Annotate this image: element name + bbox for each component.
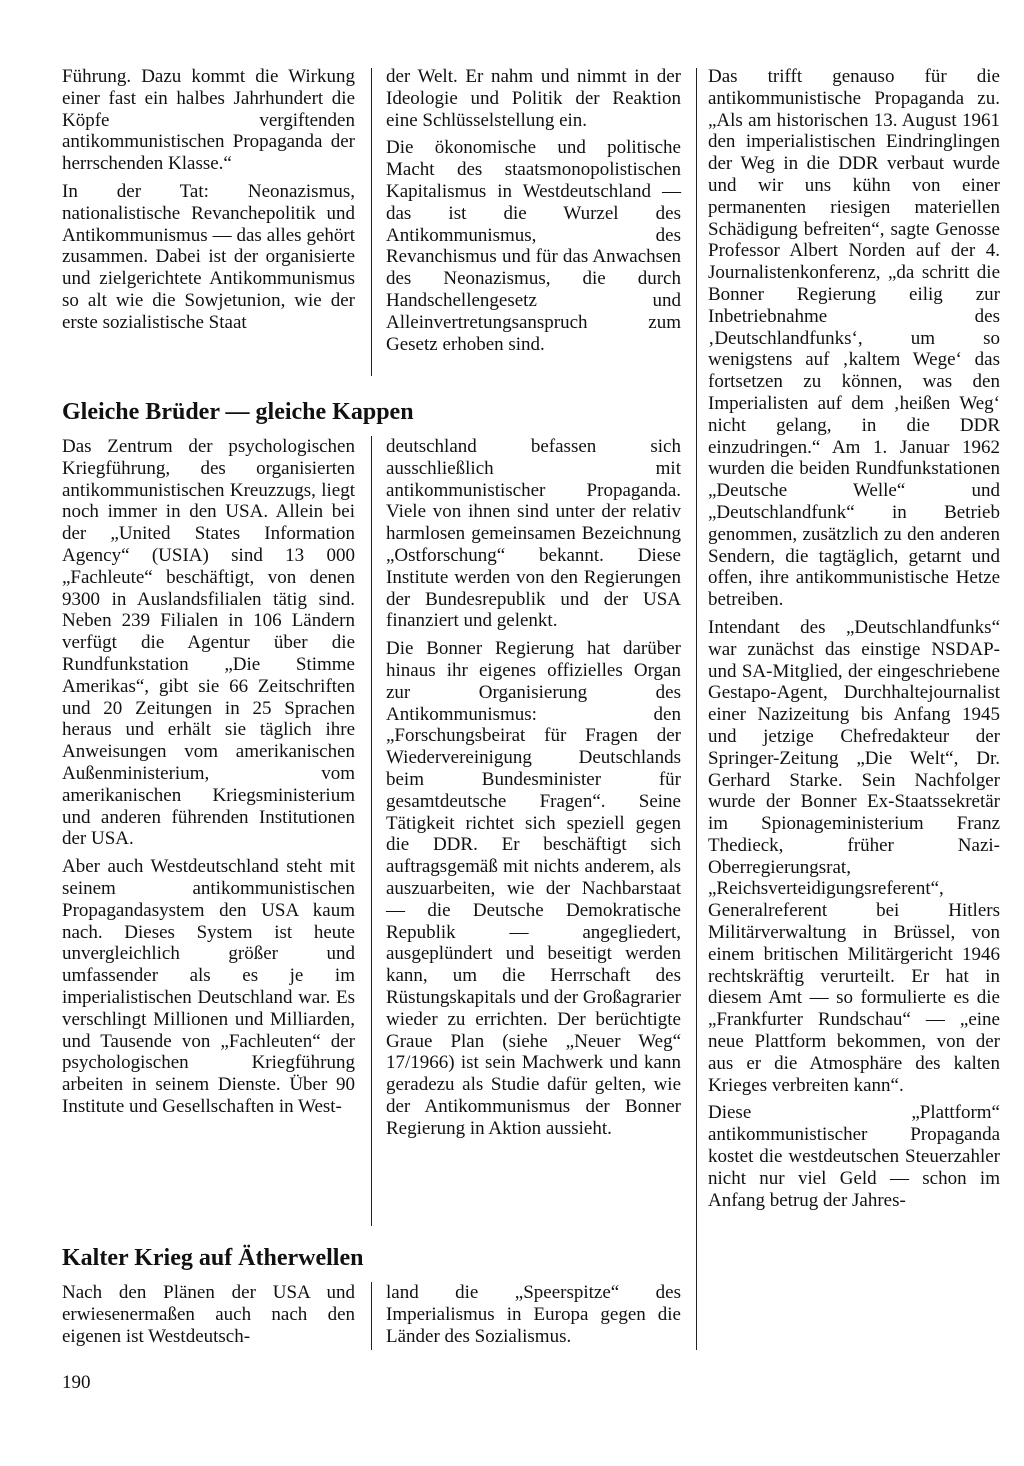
paragraph: Aber auch Westdeutschland steht mit seinem antikommunistischen Propagandasystem den USA kaum nach. Dieses System ist heute unvergleichlich größer und umfassender als es je im imperialistischen Deutschland war. Es verschlingt Millionen und Milliarden, und Tausende von „Fachleuten“ der psychologischen Kriegführung arbeiten in seinem Dienste. Über 90 Institute und Gesellschaften in West- xyxy=(62,856,355,1117)
paragraph: In der Tat: Neonazismus, nationalistische Revanchepolitik und Antikommunismus — das alles gehört zusammen. Dabei ist der organisierte und zielgerichtete Antikommunismus so alt wie die Sowjetunion, wie der erste sozialistische Staat xyxy=(62,180,355,333)
section1-col2 xyxy=(386,66,681,361)
section-heading-1: Gleiche Brüder — gleiche Kappen xyxy=(62,399,414,425)
paragraph: Diese „Plattform“ antikommunistischer Propaganda kostet die westdeutschen Steuerzahler nicht nur viel Geld — schon im Anfang betrug der Jahres- xyxy=(708,1102,1000,1211)
paragraph: Intendant des „Deutschlandfunks“ war zunächst das einstige NSDAP- und SA-Mitglied, der eingeschriebene Gestapo-Agent, Durchhaltejournalist einer Nazizeitung bis Anfang 1945 und jetzige Chefredakteur der Springer-Zeitung „Die Welt“, Dr. Gerhard Starke. Sein Nachfolger wurde der Bonner Ex-Staatssekretär im Spionageministerium Franz Thedieck, früher Nazi-Oberregierungsrat, „Reichsverteidigungsreferent“, Generalreferent bei Hitlers Militärverwaltung in Brüssel, von einem britischen Militärgericht 1946 rechtskräftig verurteilt. Er hat in diesem Amt — so formulierte es die „Frankfurter Rundschau“ — „eine neue Plattform bekommen, von der aus er die Atmosphäre des kalten Krieges verbreiten kann“. xyxy=(708,616,1000,1096)
paragraph: Das Zentrum der psychologischen Kriegführung, des organisierten antikommunistischen Kreuzzugs, liegt noch immer in den USA. Allein bei der „United States Information Agency“ (USIA) sind 13 000 „Fachleute“ beschäftigt, von denen 9300 in Auslandsfilialen tätig sind. Neben 239 Filialen in 106 Ländern verfügt die Agentur über die Rundfunkstation „Die Stimme Amerikas“, gibt sie 66 Zeitschriften und 20 Zeitungen in 25 Sprachen heraus und erhält sie täglich ihre Anweisungen vom amerikanischen Außenministerium, vom amerikanischen Kriegsministerium und anderen führenden Institutionen der USA. xyxy=(62,436,355,850)
section2-col1 xyxy=(62,436,355,1124)
column-rule xyxy=(371,68,372,376)
paragraph: der Welt. Er nahm und nimmt in der Ideologie und Politik der Reaktion eine Schlüsselstellung ein. xyxy=(386,66,681,131)
column-rule xyxy=(696,68,697,1350)
section3-col1 xyxy=(62,1282,355,1353)
paragraph: Die ökonomische und politische Macht des staatsmonopolistischen Kapitalismus in Westdeutschland — das ist die Wurzel des Antikommunismus, des Revanchismus und für das Anwachsen des Neonazismus, die durch Handschellengesetz und Alleinvertretungsanspruch zum Gesetz erhoben sind. xyxy=(386,137,681,355)
paragraph: Das trifft genauso für die antikommunistische Propaganda zu. „Als am historischen 13. August 1961 den imperialistischen Eindringlingen der Weg in die DDR verbaut wurde und wir uns kühn von einer permanenten riesigen materiellen Schädigung befreiten“, sagte Genosse Professor Albert Norden auf der 4. Journalistenkonferenz, „da schritt die Bonner Regierung eilig zur Inbetriebnahme des ‚Deutschlandfunks‘, um so wenigstens auf ‚kaltem Wege‘ das fortsetzen zu können, was den Imperialisten auf dem ‚heißen Weg‘ nicht gelang, in die DDR einzudringen.“ Am 1. Januar 1962 wurden die beiden Rundfunkstationen „Deutsche Welle“ und „Deutschlandfunk“ in Betrieb genommen, zusätzlich zu den anderen Sendern, die tagtäglich, getarnt und offen, ihre antikommunistische Hetze betreiben. xyxy=(708,66,1000,611)
paragraph: land die „Speerspitze“ des Imperialismus in Europa gegen die Länder des Sozialismus. xyxy=(386,1282,681,1347)
paragraph: Nach den Plänen der USA und erwiesenermaßen auch nach den eigenen ist Westdeutsch- xyxy=(62,1282,355,1347)
page-number: 190 xyxy=(62,1372,91,1393)
section3-col2 xyxy=(386,1282,681,1353)
section2-col2 xyxy=(386,436,681,1146)
column-rule xyxy=(371,436,372,1226)
col3 xyxy=(708,66,1000,1217)
section1-col1 xyxy=(62,66,355,340)
paragraph: Führung. Dazu kommt die Wirkung einer fast ein halbes Jahrhundert die Köpfe vergiftenden antikommunistischen Propaganda der herrschenden Klasse.“ xyxy=(62,66,355,175)
paragraph: deutschland befassen sich ausschließlich mit antikommunistischer Propaganda. Viele von ihnen sind unter der relativ harmlosen gemeinsamen Bezeichnung „Ostforschung“ bekannt. Diese Institute werden von den Regierungen der Bundesrepublik und der USA finanziert und gelenkt. xyxy=(386,436,681,632)
column-rule xyxy=(371,1282,372,1350)
section-heading-2: Kalter Krieg auf Ätherwellen xyxy=(62,1245,364,1271)
paragraph: Die Bonner Regierung hat darüber hinaus ihr eigenes offizielles Organ zur Organisierung des Antikommunismus: den „Forschungsbeirat für Fragen der Wiedervereinigung Deutschlands beim Bundesminister für gesamtdeutsche Fragen“. Seine Tätigkeit richtet sich speziell gegen die DDR. Er beschäftigt sich auftragsgemäß mit nichts anderem, als auszuarbeiten, wie der Nachbarstaat — die Deutsche Demokratische Republik — angegliedert, ausgeplündert und beseitigt werden kann, um die Herrschaft des Rüstungskapitals und der Großagrarier wieder zu errichten. Der berüchtigte Graue Plan (siehe „Neuer Weg“ 17/1966) ist sein Machwerk und kann geradezu als Studie dafür gelten, wie der Antikommunismus der Bonner Regierung in Aktion aussieht. xyxy=(386,638,681,1139)
